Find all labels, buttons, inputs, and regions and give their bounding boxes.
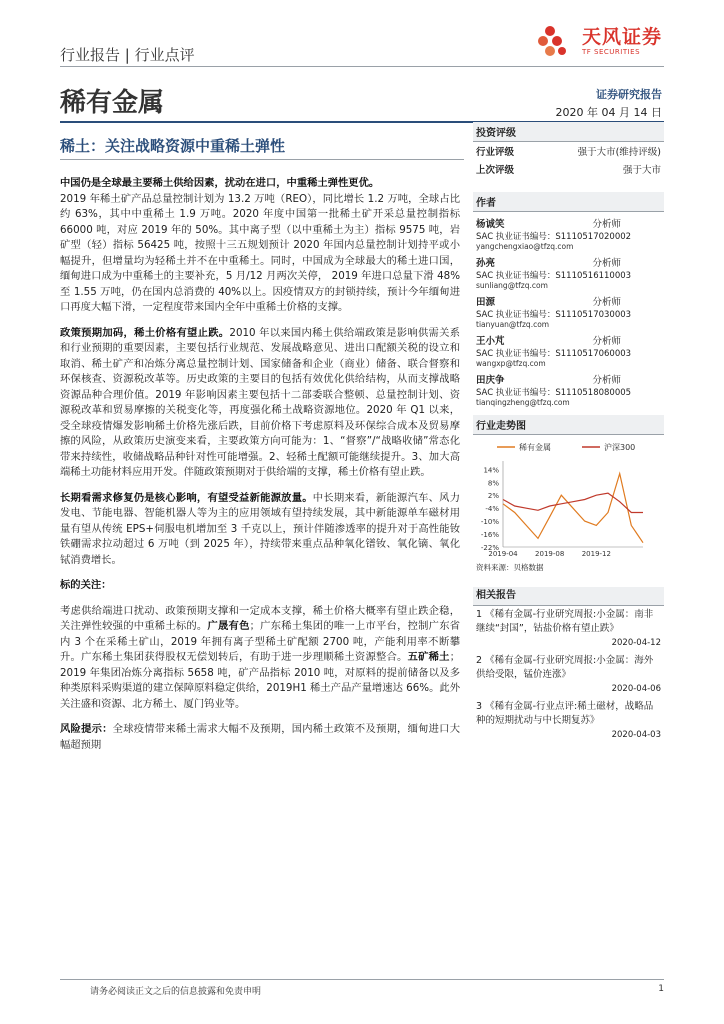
main-body [60,176,460,763]
page-number: 1 [658,984,664,994]
y-tick-label: -4% [485,505,499,514]
analyst-cert: SAC 执业证书编号：S1110518080005 [476,388,632,398]
reports-title: 相关报告 [473,587,664,606]
paragraph-risk [60,722,460,753]
report-item[interactable] [473,698,664,744]
industry-rating-value: 强于大市(维持评级) [577,147,661,158]
paragraph-text: 2010 年以来国内稀土供给端政策是影响供需关系和行业预期的重要因素，主要包括行业规范、发展战略意见、进出口配额关税的设立和取消、稀土矿产和冶炼分离总量控制计划、国家储备和企业（商业）储备、联合督察和环保核查、资源税改革等。历史政策的主要目的包括有效优化供给结构，从而支撑战略资源品种合理价值。2019 年影响因素主要包括十二部委联合整顿、总量控制计划、资源税改革和贸易摩擦的关税变化等，再度强化稀土战略资源地位。2020 年 Q1 以来，受全球疫情爆发影响稀土价格先涨后跌，目前价格下考虑原料及环保综合成本及贸易摩擦的风险，从政策历史演变来看，主要政策方向可能为：1、“督察”/“战略收储”常态化带来持续性，收储战略品种针对性可能增强。2、轻稀土配额可能继续提升。3、加大高端稀土功能材料应用开发。伴随政策预期对于供给端的支撑，稀土价格有望止跌。 [60,326,461,478]
analyst-email[interactable]: tianqingzheng@tfzq.com [476,398,570,407]
analyst-name: 田源 [476,297,496,308]
report-text: 2 《稀有金属-行业研究周报:小金属：海外供给受限，锰价连涨》 [476,655,654,680]
analyst-cert: SAC 执业证书编号：S1110517030003 [476,310,632,320]
paragraph-lead: 长期看需求修复仍是核心影响，有望受益新能源放量。 [60,491,313,504]
report-type: 证券研究报告 [596,88,662,101]
footer-disclaimer[interactable]: 请务必阅读正文之后的信息披露和免责申明 [90,987,262,997]
x-tick-label: 2019-08 [535,550,565,558]
rating-title: 投资评级 [473,122,664,142]
y-tick-label: 8% [487,479,499,488]
report-category: 行业报告 | 行业点评 [60,46,195,64]
paragraph-text: ；2019 年集团冶炼分离指标 5658 吨，矿产品指标 2010 吨，对原料的提前储备以及多种类原料采购渠道的建立保障原料稳定供给，2019H1 稀土产品产量增速达 66%。此外关注盛和资源、北方稀土、厦门钨业等。 [60,651,461,710]
analyst-name: 王小芃 [476,336,505,347]
analyst-role: 分析师 [592,219,621,230]
company-name: 五矿稀土 [407,651,450,663]
analyst-card [473,255,664,290]
analyst-email[interactable]: sunliang@tfzq.com [476,281,548,290]
analyst-card [473,216,664,251]
analyst-name: 田庆争 [476,375,505,386]
analyst-email[interactable]: yangchengxiao@tfzq.com [476,242,574,251]
analyst-role: 分析师 [592,375,621,386]
prev-rating-row [473,160,664,178]
report-item[interactable] [473,606,664,652]
analyst-email[interactable]: tianyuan@tfzq.com [476,320,550,329]
paragraph-lead: 标的关注： [60,579,112,591]
logo-en: TF SECURITIES [582,48,641,56]
analyst-email[interactable]: wangxp@tfzq.com [476,359,546,368]
header-divider [60,66,664,67]
analyst-role: 分析师 [592,297,621,308]
prev-rating-value: 强于大市 [622,165,661,176]
paragraph-text: 全球疫情带来稀土需求大幅不及预期，国内稀土政策不及预期，缅甸进口大幅超预期 [60,723,461,751]
headline-divider [60,159,464,160]
x-tick-label: 2019-12 [581,550,611,558]
analyst-card [473,333,664,368]
paragraph-text: 2019 年稀土矿产品总量控制计划为 13.2 万吨（REO），同比增长 1.2 万吨，全球占比约 63%，其中中重稀土 1.9 万吨。2020 年度中国第一批稀土矿开采总量控制指标 66000 吨，对应 2019 年的 50%。其中离子型（以中重稀土为主）指标 9575 吨，岩矿型（轻）指标 56425 吨，按照十三五规划预计 2020 年国内总量控制计划持平或小幅提升，但增量均为轻稀土并不在中重稀土。同时，中国成为全球最大的稀土进口国，缅甸进口成为中重稀土的主要补充，5 月/12 月两次关停， 2019 年进口总量下滑 48%至 1.55 万吨，仍在国内总消费的 40%以上。因疫情双方的封锁持续，预计今年缅甸进口再度大幅下滑，一定程度带来国内全年中重稀土价格的支撑。 [60,192,460,313]
analyst-name: 孙亮 [476,258,496,269]
footer-divider [60,979,664,980]
paragraph-targets [60,604,460,713]
y-tick-label: 2% [487,492,499,501]
report-date: 2020-04-03 [611,730,661,740]
analyst-card [473,294,664,329]
y-tick-label: -10% [480,518,499,527]
paragraph-text: 中长期来看，新能源汽车、风力发电、节能电器、智能机器人等为主的应用领域有望持续发展，其中新能源单车磁材用量有望从传统 EPS+伺服电机增加至 3 千克以上，预计伴随渗透率的提升对于高性能钕铁硼需求拉动超过 6 万吨（到 2025 年），持续带来重点品种氧化镨钕、氧化镝、氧化铽消费增长。 [60,491,461,566]
company-name: 广晟有色 [207,620,250,632]
paragraph-demand [60,491,460,569]
paragraph-text: 考虑供给端进口扰动、政策预期支撑和一定成本支撑，稀土价格大概率有望止跌企稳，关注弹性较强的中重稀土标的。 [60,604,460,632]
series-line [503,493,643,512]
paragraph-lead: 中国仍是全球最主要稀土供给因素，扰动在进口，中重稀土弹性更优。 [60,177,380,189]
trend-chart [473,435,664,560]
sidebar [473,122,664,744]
analyst-card [473,372,664,407]
y-tick-label: 14% [483,466,499,475]
paragraph-text: ；广东稀土集团的唯一上市平台，控制广东省内 3 个在采稀土矿山，2019 年拥有离子型稀土矿配额 2700 吨，产能利用率不断攀升。广东稀土集团获得股权无偿划转后，有助于进一步理顺稀土资源整合。 [60,620,461,663]
paragraph-policy [60,326,460,481]
industry-rating-label: 行业评级 [476,147,515,158]
headline: 稀土：关注战略资源中重稀土弹性 [60,137,286,155]
paragraph-supply [60,176,460,316]
analyst-cert: SAC 执业证书编号：S1110517020002 [476,232,632,242]
logo-name: 天风证券 [582,26,663,48]
y-tick-label: -16% [480,531,499,540]
related-reports [473,587,664,744]
chart-source: 资料来源：贝格数据 [476,563,544,572]
trend-chart-box [473,415,664,575]
legend-label: 稀有金属 [519,443,551,452]
report-date: 2020-04-06 [611,684,661,694]
analyst-role: 分析师 [592,336,621,347]
trend-title: 行业走势图 [473,415,664,435]
industry-rating-row [473,142,664,160]
report-date: 2020 年 04 月 14 日 [555,106,662,119]
analyst-name: 杨诚笑 [476,219,505,230]
authors-title: 作者 [473,192,664,212]
y-tick-label: -22% [480,544,499,552]
analyst-cert: SAC 执业证书编号：S1110517060003 [476,349,632,359]
paragraph-lead: 风险提示： [60,723,113,735]
x-tick-label: 2019-04 [488,550,518,558]
paragraph-lead: 政策预期加码，稀土价格有望止跌。 [60,326,230,339]
report-text: 1 《稀有金属-行业研究周报:小金属：南非继续“封国”，钴盐价格有望止跌》 [476,609,654,634]
analyst-role: 分析师 [592,258,621,269]
legend-label: 沪深300 [604,443,636,452]
report-date: 2020-04-12 [611,638,661,648]
analyst-cert: SAC 执业证书编号：S1110516110003 [476,271,632,281]
paragraph-targets-title [60,578,460,594]
report-item[interactable] [473,652,664,698]
sector-title: 稀有金属 [60,88,165,118]
prev-rating-label: 上次评级 [476,165,515,176]
report-text: 3 《稀有金属-行业点评:稀土磁材，战略品种的短期扰动与中长期复苏》 [476,701,654,726]
